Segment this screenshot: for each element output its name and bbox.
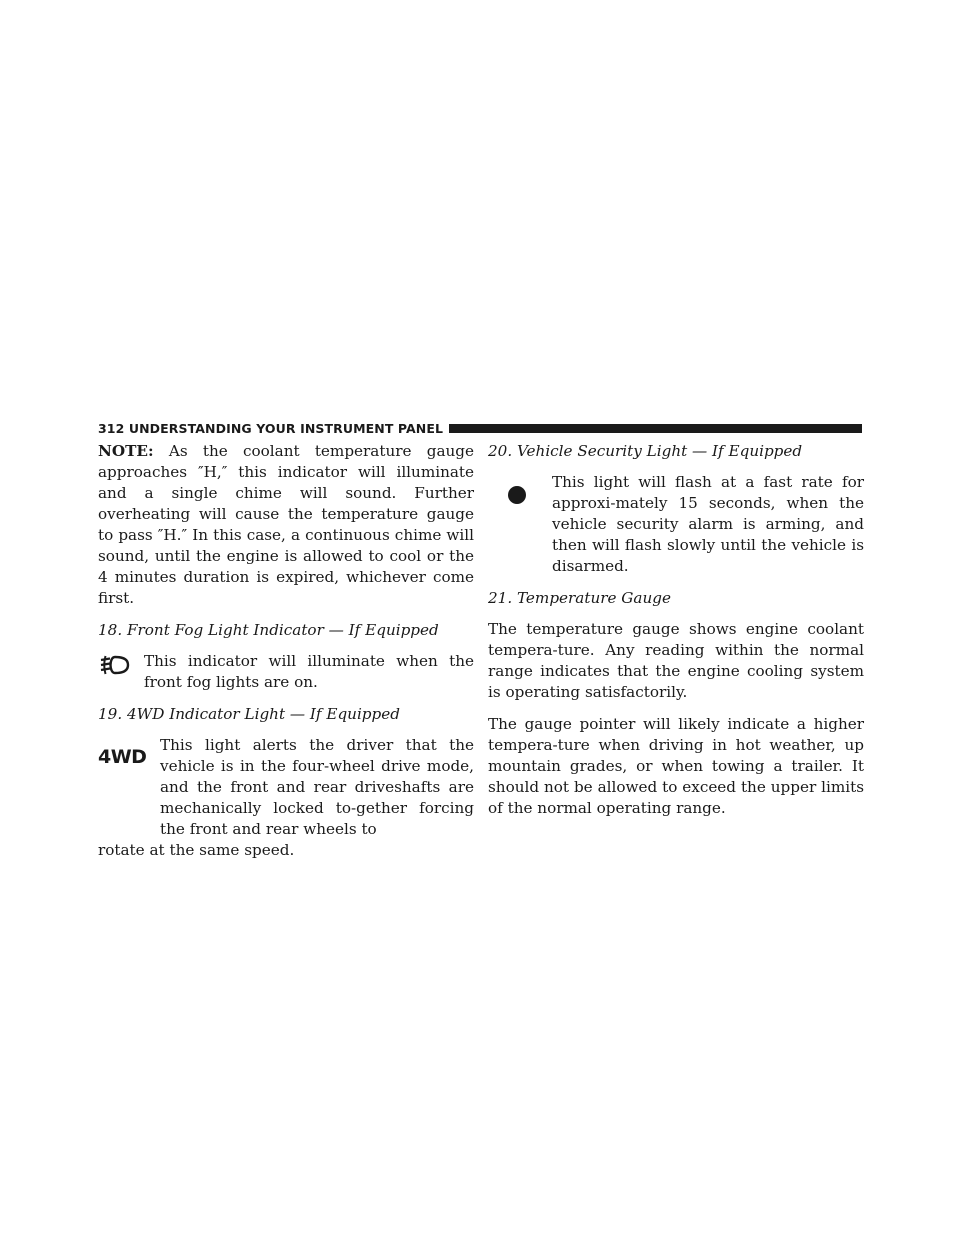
note-label: NOTE: bbox=[98, 442, 154, 460]
section-21-paragraph-1: The temperature gauge shows engine coolant tempera-ture. Any reading within the normal range indicates that the engine cooling system is operating satisfactorily. bbox=[488, 620, 864, 701]
page-header bbox=[98, 419, 862, 437]
page-number: 312 bbox=[98, 420, 125, 436]
section-19-block bbox=[98, 735, 474, 840]
right-column bbox=[488, 441, 864, 830]
section-19-text-continued: rotate at the same speed. bbox=[98, 841, 295, 859]
section-20-heading: 20. Vehicle Security Light — If Equipped bbox=[488, 442, 803, 460]
header-text bbox=[98, 421, 449, 436]
section-21-heading: 21. Temperature Gauge bbox=[488, 589, 671, 607]
vehicle-security-light-icon bbox=[508, 486, 526, 504]
section-19-text: This light alerts the driver that the vehicle is in the four-wheel drive mode, and the front and rear driveshafts are mechanically locked to-gether forcing the front and rear wheels to bbox=[160, 736, 474, 838]
left-column bbox=[98, 441, 474, 861]
section-18-text: This indicator will illuminate when the front fog lights are on. bbox=[144, 652, 474, 691]
section-21-paragraph-2: The gauge pointer will likely indicate a higher tempera-ture when driving in hot weather, up mountain grades, or when towing a trailer. It should not be allowed to exceed the upper limits of the normal operating range. bbox=[488, 715, 864, 817]
section-18-heading: 18. Front Fog Light Indicator — If Equipped bbox=[98, 621, 439, 639]
section-20-text: This light will flash at a fast rate for approxi-mately 15 seconds, when the vehicle security alarm is arming, and then will flash slowly until the vehicle is disarmed. bbox=[552, 473, 864, 575]
4wd-indicator-icon: 4WD bbox=[98, 746, 147, 768]
section-18-block bbox=[98, 651, 474, 693]
header-rule bbox=[449, 424, 862, 433]
note-text: As the coolant temperature gauge approaches ″H,″ this indicator will illuminate and a single chime will sound. Further overheating will cause the temperature gauge to pass ″H.″ In this case, a continuous chime will sound, until the engine is allowed to cool or the 4 minutes duration is expired, whichever come first. bbox=[98, 442, 474, 607]
note-paragraph bbox=[98, 441, 474, 609]
section-title: UNDERSTANDING YOUR INSTRUMENT PANEL bbox=[128, 420, 444, 436]
section-20-block bbox=[488, 472, 864, 577]
front-fog-light-icon bbox=[98, 653, 132, 677]
section-19-heading: 19. 4WD Indicator Light — If Equipped bbox=[98, 705, 400, 723]
